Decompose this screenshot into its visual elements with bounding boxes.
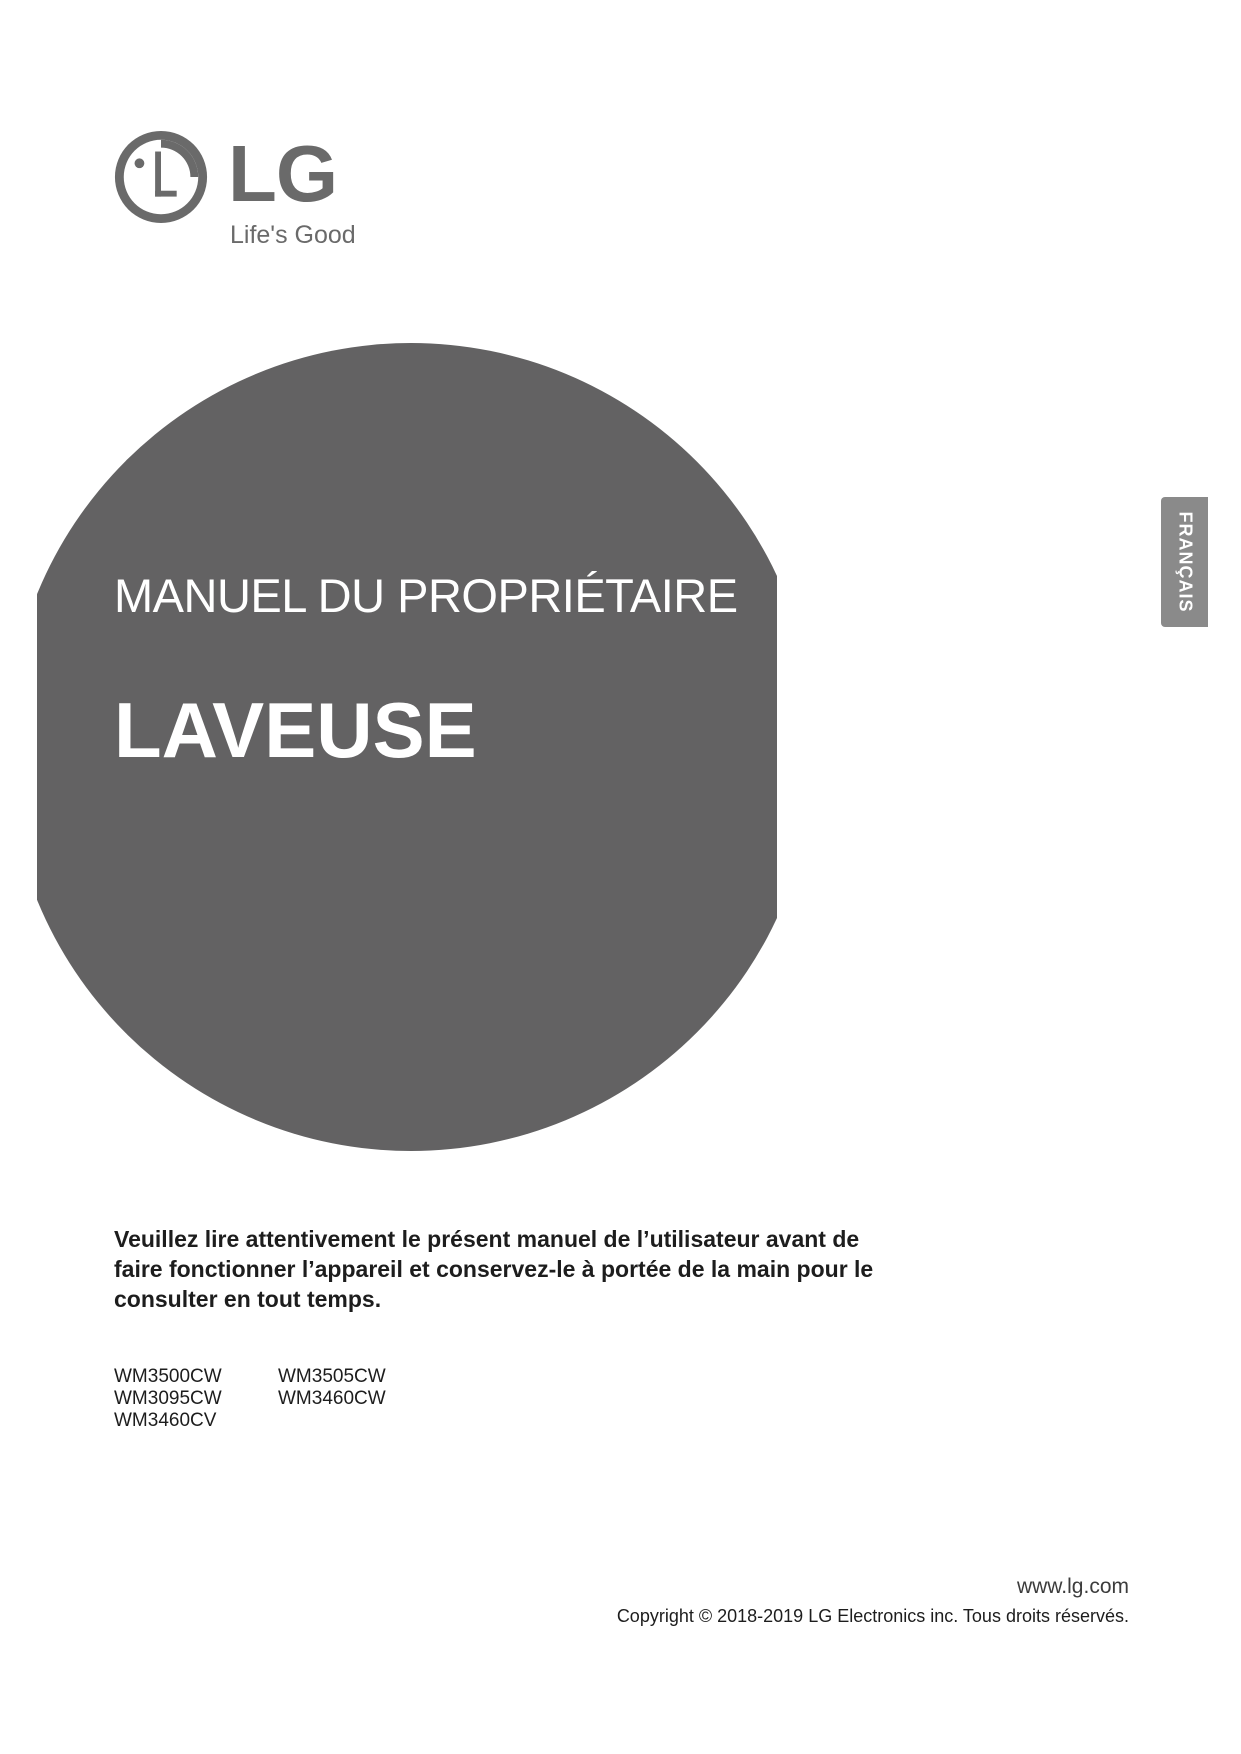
instruction-line: faire fonctionner l’appareil et conservez-le à portée de la main pour le — [114, 1256, 874, 1282]
model-number: WM3505CW — [278, 1366, 386, 1387]
model-number: WM3460CW — [278, 1388, 386, 1409]
lg-logo — [112, 128, 372, 258]
model-number: WM3500CW — [114, 1366, 222, 1387]
copyright-notice: Copyright © 2018-2019 LG Electronics inc. Tous droits réservés. — [616, 1606, 1129, 1626]
language-tab — [1161, 497, 1208, 627]
website-link[interactable]: www.lg.com — [1016, 1575, 1129, 1598]
instruction-line: Veuillez lire attentivement le présent manuel de l’utilisateur avant de — [114, 1226, 860, 1252]
model-number: WM3460CV — [114, 1410, 217, 1431]
logo-tagline: Life's Good — [230, 221, 356, 249]
product-title: LAVEUSE — [114, 686, 477, 774]
instruction-line: consulter en tout temps. — [114, 1286, 382, 1312]
model-list — [114, 1366, 514, 1432]
lg-face-logo-icon — [112, 128, 210, 226]
model-number: WM3095CW — [114, 1388, 222, 1409]
language-tab-label: FRANÇAIS — [1175, 511, 1195, 613]
instruction-text — [114, 1224, 954, 1314]
lg-wordmark: LG — [228, 129, 338, 218]
document-type-title: MANUEL DU PROPRIÉTAIRE — [114, 569, 738, 622]
